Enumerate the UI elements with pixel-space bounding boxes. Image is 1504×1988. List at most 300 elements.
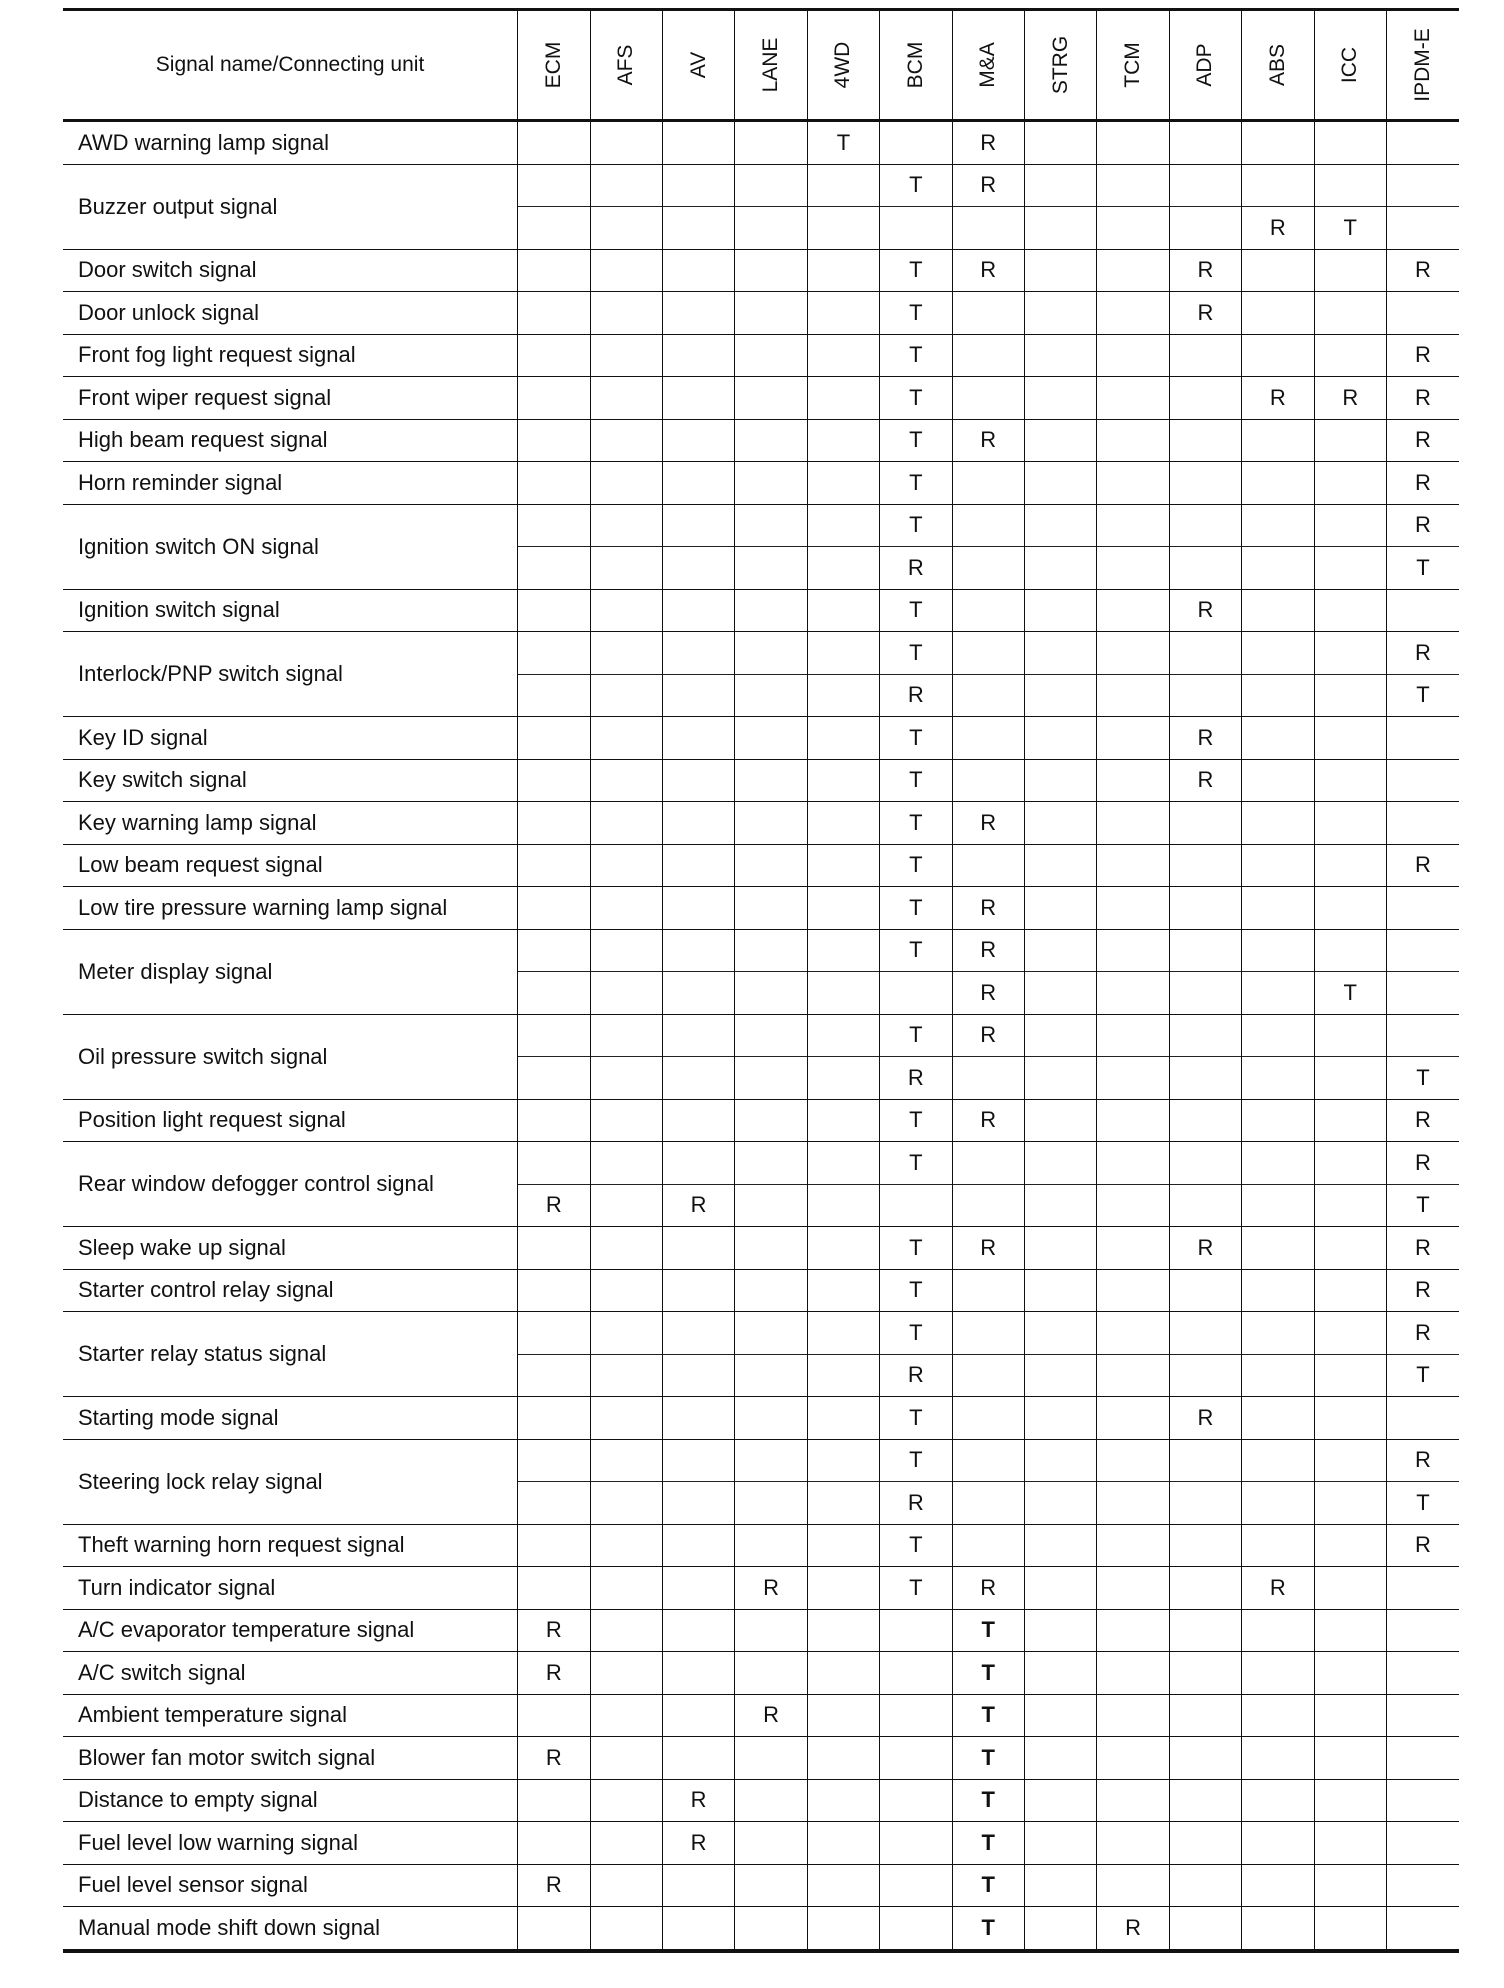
signal-cell [590, 419, 662, 462]
signal-cell [1242, 121, 1314, 165]
signal-cell [518, 589, 590, 632]
signal-cell [518, 1694, 590, 1737]
signal-cell [1097, 1142, 1169, 1185]
unit-header [880, 10, 952, 121]
signal-cell: R [880, 674, 952, 717]
signal-cell [590, 1694, 662, 1737]
signal-cell [662, 462, 734, 505]
signal-cell [1169, 207, 1241, 250]
signal-cell [952, 334, 1024, 377]
signal-cell [1314, 887, 1386, 930]
signal-cell [735, 1142, 807, 1185]
signal-cell [1024, 1184, 1096, 1227]
signal-cell [735, 292, 807, 335]
signal-cell [518, 1099, 590, 1142]
signal-cell [735, 1227, 807, 1270]
signal-cell [1314, 1312, 1386, 1355]
signal-cell [1169, 1694, 1241, 1737]
signal-name: Buzzer output signal [63, 164, 518, 249]
signal-cell [1024, 1524, 1096, 1567]
signal-cell: R [1386, 377, 1459, 420]
signal-cell [1097, 1864, 1169, 1907]
signal-cell [1097, 802, 1169, 845]
unit-header-label: 4WD [831, 41, 855, 89]
signal-cell [1242, 504, 1314, 547]
signal-cell [590, 1014, 662, 1057]
signal-cell [590, 547, 662, 590]
signal-cell [1097, 1609, 1169, 1652]
signal-cell [807, 1057, 879, 1100]
signal-cell [662, 121, 734, 165]
signal-cell [735, 1099, 807, 1142]
signal-cell: R [1386, 1439, 1459, 1482]
signal-cell [662, 419, 734, 462]
signal-cell [1314, 504, 1386, 547]
signal-cell [518, 759, 590, 802]
signal-cell [1024, 1142, 1096, 1185]
signal-cell [1169, 1269, 1241, 1312]
signal-cell [807, 1907, 879, 1951]
signal-cell [1024, 1269, 1096, 1312]
signal-cell [1242, 887, 1314, 930]
signal-cell [807, 207, 879, 250]
signal-cell [880, 1737, 952, 1780]
signal-cell: T [952, 1907, 1024, 1951]
signal-cell [518, 1482, 590, 1525]
signal-cell [590, 249, 662, 292]
signal-cell [807, 1184, 879, 1227]
signal-cell [735, 717, 807, 760]
signal-cell: T [952, 1609, 1024, 1652]
signal-cell [735, 1014, 807, 1057]
table-row [63, 1779, 1459, 1822]
signal-cell: R [1386, 1524, 1459, 1567]
unit-header [1024, 10, 1096, 121]
signal-cell [807, 547, 879, 590]
table-row [63, 1227, 1459, 1270]
signal-cell [1314, 1057, 1386, 1100]
signal-name: Rear window defogger control signal [63, 1142, 518, 1227]
signal-cell [807, 249, 879, 292]
signal-cell [590, 887, 662, 930]
signal-cell [518, 1057, 590, 1100]
signal-cell [807, 632, 879, 675]
signal-cell [662, 1737, 734, 1780]
signal-cell [735, 929, 807, 972]
signal-name: Ignition switch signal [63, 589, 518, 632]
signal-cell [1314, 462, 1386, 505]
signal-cell: T [880, 844, 952, 887]
table-row [63, 759, 1459, 802]
signal-cell [1097, 1737, 1169, 1780]
signal-cell [590, 1652, 662, 1695]
signal-name: Front fog light request signal [63, 334, 518, 377]
signal-cell [1314, 802, 1386, 845]
signal-cell: R [952, 1567, 1024, 1610]
signal-cell [1242, 1652, 1314, 1695]
signal-cell [1169, 1354, 1241, 1397]
signal-cell [590, 1907, 662, 1951]
signal-cell [1314, 1524, 1386, 1567]
signal-cell [1024, 674, 1096, 717]
signal-cell [1024, 207, 1096, 250]
signal-cell [735, 504, 807, 547]
signal-cell [735, 377, 807, 420]
signal-cell [1024, 1694, 1096, 1737]
signal-cell: R [662, 1779, 734, 1822]
signal-name: Starter control relay signal [63, 1269, 518, 1312]
table-body [63, 121, 1459, 1951]
signal-cell: R [952, 972, 1024, 1015]
unit-header-label: M&A [976, 42, 1000, 88]
signal-cell [735, 1822, 807, 1865]
signal-cell [1242, 1609, 1314, 1652]
signal-cell: T [1386, 674, 1459, 717]
signal-cell [1169, 1779, 1241, 1822]
unit-header-label: LANE [759, 37, 783, 93]
signal-cell [1314, 717, 1386, 760]
signal-cell [662, 1567, 734, 1610]
signal-cell [735, 121, 807, 165]
signal-cell [590, 1354, 662, 1397]
signal-cell: R [1386, 249, 1459, 292]
signal-cell [1169, 674, 1241, 717]
signal-cell [1097, 887, 1169, 930]
signal-cell [1386, 121, 1459, 165]
signal-cell [880, 1694, 952, 1737]
signal-cell [1242, 164, 1314, 207]
signal-name: Key ID signal [63, 717, 518, 760]
signal-cell [1097, 334, 1169, 377]
signal-cell [1386, 207, 1459, 250]
signal-cell [1024, 249, 1096, 292]
signal-cell [662, 929, 734, 972]
signal-cell [1386, 929, 1459, 972]
signal-cell [1024, 632, 1096, 675]
signal-cell [1097, 972, 1169, 1015]
signal-cell [1242, 1099, 1314, 1142]
signal-cell [952, 207, 1024, 250]
signal-cell [1024, 292, 1096, 335]
signal-cell [735, 589, 807, 632]
signal-cell [1097, 717, 1169, 760]
signal-cell [1024, 1907, 1096, 1951]
signal-cell [1314, 1184, 1386, 1227]
signal-cell [590, 1397, 662, 1440]
signal-cell [590, 1567, 662, 1610]
signal-cell [952, 462, 1024, 505]
signal-cell [1386, 1737, 1459, 1780]
signal-cell [735, 674, 807, 717]
signal-cell [662, 1694, 734, 1737]
signal-cell [662, 547, 734, 590]
signal-cell: R [1386, 1269, 1459, 1312]
signal-cell [662, 1269, 734, 1312]
signal-cell: T [1386, 1482, 1459, 1525]
signal-cell [1097, 589, 1169, 632]
signal-cell [1097, 121, 1169, 165]
signal-cell [1242, 1354, 1314, 1397]
signal-cell [880, 972, 952, 1015]
signal-cell [1242, 1779, 1314, 1822]
signal-cell [590, 674, 662, 717]
signal-cell [1024, 1822, 1096, 1865]
signal-cell [1386, 1779, 1459, 1822]
table-row [63, 377, 1459, 420]
table-row [63, 887, 1459, 930]
signal-cell [1314, 1694, 1386, 1737]
signal-cell [807, 844, 879, 887]
table-row [63, 1099, 1459, 1142]
signal-cell [518, 121, 590, 165]
signal-cell [518, 844, 590, 887]
signal-cell [662, 1907, 734, 1951]
signal-cell [1024, 759, 1096, 802]
signal-cell [590, 462, 662, 505]
table-row [63, 1014, 1459, 1057]
signal-cell [1024, 1354, 1096, 1397]
signal-cell [1097, 249, 1169, 292]
signal-cell [518, 504, 590, 547]
signal-cell [1314, 674, 1386, 717]
signal-cell: T [880, 1439, 952, 1482]
signal-cell [518, 419, 590, 462]
signal-cell [1314, 759, 1386, 802]
signal-cell [1097, 292, 1169, 335]
signal-cell: T [880, 164, 952, 207]
signal-cell: R [518, 1609, 590, 1652]
signal-name: Starter relay status signal [63, 1312, 518, 1397]
signal-cell [1169, 1609, 1241, 1652]
signal-cell: T [1386, 1354, 1459, 1397]
signal-cell [1242, 589, 1314, 632]
signal-cell [590, 1737, 662, 1780]
signal-cell: T [952, 1779, 1024, 1822]
signal-cell [1386, 759, 1459, 802]
signal-cell [735, 1397, 807, 1440]
signal-cell: R [1386, 1099, 1459, 1142]
signal-cell [1242, 632, 1314, 675]
signal-cell: T [880, 1142, 952, 1185]
signal-cell [518, 1354, 590, 1397]
signal-cell [807, 1567, 879, 1610]
signal-cell [1024, 164, 1096, 207]
signal-cell [662, 887, 734, 930]
signal-cell [1097, 1014, 1169, 1057]
signal-cell [662, 207, 734, 250]
unit-header-label: AV [686, 51, 710, 79]
signal-cell [1097, 844, 1169, 887]
signal-cell: R [735, 1567, 807, 1610]
signal-cell: R [1386, 504, 1459, 547]
signal-name: Manual mode shift down signal [63, 1907, 518, 1951]
signal-cell [1024, 1099, 1096, 1142]
signal-cell [518, 1439, 590, 1482]
signal-cell [1242, 1907, 1314, 1951]
signal-name: Meter display signal [63, 929, 518, 1014]
table-row [63, 717, 1459, 760]
signal-cell [807, 1779, 879, 1822]
signal-cell [1386, 1694, 1459, 1737]
signal-cell [1024, 1652, 1096, 1695]
signal-cell [1024, 547, 1096, 590]
signal-cell [590, 1609, 662, 1652]
signal-cell [1242, 1014, 1314, 1057]
unit-header [735, 10, 807, 121]
signal-cell [807, 674, 879, 717]
signal-cell [735, 1864, 807, 1907]
signal-cell [1242, 1822, 1314, 1865]
signal-cell [735, 419, 807, 462]
signal-cell [662, 972, 734, 1015]
signal-name: Position light request signal [63, 1099, 518, 1142]
signal-name: Theft warning horn request signal [63, 1524, 518, 1567]
signal-cell [1024, 121, 1096, 165]
signal-cell [1314, 1907, 1386, 1951]
can-signal-table [63, 8, 1459, 1953]
signal-cell: T [952, 1652, 1024, 1695]
table-row [63, 164, 1459, 207]
table-row [63, 1312, 1459, 1355]
unit-header [662, 10, 734, 121]
signal-cell [1314, 1864, 1386, 1907]
table-row [63, 589, 1459, 632]
signal-cell [952, 589, 1024, 632]
signal-cell [952, 674, 1024, 717]
signal-cell [590, 334, 662, 377]
signal-cell: R [1386, 1312, 1459, 1355]
signal-cell [952, 1184, 1024, 1227]
signal-cell [807, 589, 879, 632]
signal-name: Door switch signal [63, 249, 518, 292]
signal-cell [807, 377, 879, 420]
signal-cell [1024, 462, 1096, 505]
signal-cell [807, 1609, 879, 1652]
signal-cell [1169, 164, 1241, 207]
signal-cell [1242, 334, 1314, 377]
table-row [63, 121, 1459, 165]
signal-cell [735, 972, 807, 1015]
signal-cell [735, 759, 807, 802]
signal-cell [1024, 1609, 1096, 1652]
signal-cell: T [880, 1567, 952, 1610]
signal-cell: T [1314, 972, 1386, 1015]
signal-cell [1024, 1312, 1096, 1355]
signal-cell [518, 249, 590, 292]
signal-cell [1386, 887, 1459, 930]
signal-cell [1386, 589, 1459, 632]
signal-cell: R [952, 1227, 1024, 1270]
signal-cell: T [880, 632, 952, 675]
signal-cell: R [952, 164, 1024, 207]
signal-cell: T [880, 377, 952, 420]
signal-cell: R [880, 1057, 952, 1100]
signal-cell [735, 844, 807, 887]
signal-cell [1169, 1099, 1241, 1142]
signal-cell [1097, 1099, 1169, 1142]
signal-cell: R [952, 121, 1024, 165]
signal-cell: T [880, 717, 952, 760]
signal-cell [735, 1269, 807, 1312]
signal-cell [1169, 419, 1241, 462]
signal-cell [590, 1312, 662, 1355]
signal-cell [807, 1439, 879, 1482]
signal-cell [1314, 1354, 1386, 1397]
signal-name: Fuel level low warning signal [63, 1822, 518, 1865]
signal-cell [662, 164, 734, 207]
signal-cell [1386, 802, 1459, 845]
signal-cell [1314, 1822, 1386, 1865]
signal-cell [590, 164, 662, 207]
signal-cell [1169, 1184, 1241, 1227]
signal-cell [1169, 547, 1241, 590]
unit-header-label: BCM [903, 41, 927, 89]
signal-cell: R [952, 249, 1024, 292]
signal-cell [880, 1822, 952, 1865]
signal-cell [662, 334, 734, 377]
signal-cell [1097, 164, 1169, 207]
signal-cell [1314, 1099, 1386, 1142]
signal-name: Oil pressure switch signal [63, 1014, 518, 1099]
signal-cell [1314, 1609, 1386, 1652]
signal-cell [518, 929, 590, 972]
signal-cell [662, 1609, 734, 1652]
signal-cell [1097, 1779, 1169, 1822]
signal-cell [1314, 164, 1386, 207]
signal-cell: T [880, 1227, 952, 1270]
table-row [63, 1567, 1459, 1610]
signal-cell [518, 1014, 590, 1057]
signal-cell [735, 632, 807, 675]
signal-cell [518, 1312, 590, 1355]
signal-cell [1169, 1822, 1241, 1865]
signal-cell [1242, 1864, 1314, 1907]
signal-name: Blower fan motor switch signal [63, 1737, 518, 1780]
signal-cell [1024, 1397, 1096, 1440]
signal-cell [1314, 1482, 1386, 1525]
unit-header-label: ADP [1193, 43, 1217, 87]
signal-cell [1169, 1142, 1241, 1185]
signal-cell [807, 1864, 879, 1907]
signal-cell: T [1314, 207, 1386, 250]
signal-cell [880, 1652, 952, 1695]
signal-cell [590, 589, 662, 632]
signal-cell [662, 1014, 734, 1057]
signal-cell [590, 844, 662, 887]
signal-cell [1024, 334, 1096, 377]
signal-cell [1314, 632, 1386, 675]
signal-cell [1242, 1694, 1314, 1737]
signal-cell: R [1386, 334, 1459, 377]
table-row [63, 1609, 1459, 1652]
signal-cell [662, 589, 734, 632]
signal-cell [518, 887, 590, 930]
signal-cell [735, 1737, 807, 1780]
signal-cell: R [518, 1737, 590, 1780]
signal-cell: T [880, 334, 952, 377]
signal-cell: R [880, 1354, 952, 1397]
signal-cell [807, 1694, 879, 1737]
signal-cell [518, 1779, 590, 1822]
signal-cell [807, 1737, 879, 1780]
signal-cell [735, 1439, 807, 1482]
signal-cell [1386, 1609, 1459, 1652]
unit-header [1242, 10, 1314, 121]
signal-cell [1024, 1779, 1096, 1822]
signal-cell [590, 1057, 662, 1100]
signal-cell [1097, 1439, 1169, 1482]
signal-cell [735, 334, 807, 377]
